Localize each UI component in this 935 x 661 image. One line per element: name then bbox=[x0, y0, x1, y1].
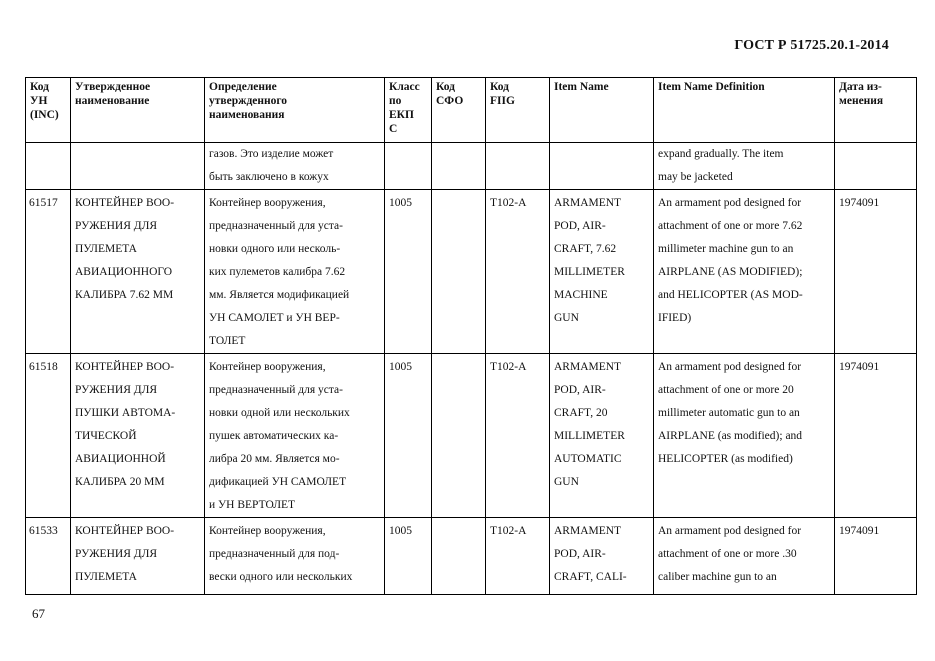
cell-fiig: T102-A bbox=[486, 354, 550, 518]
cell-definition: Контейнер вооружения, предназначенный для под- вески одного или нескольких bbox=[205, 518, 385, 595]
cell-item-name-definition: expand gradually. The item may be jacketed bbox=[654, 143, 835, 190]
cell-sfo bbox=[432, 190, 486, 354]
cell-item-name: ARMAMENT POD, AIR- CRAFT, 7.62 MILLIMETER MACHINE GUN bbox=[550, 190, 654, 354]
col-header-date: Дата из- менения bbox=[835, 78, 917, 143]
table-row bbox=[26, 190, 917, 354]
cell-sfo bbox=[432, 143, 486, 190]
cell-definition: газов. Это изделие может быть заключено в кожух bbox=[205, 143, 385, 190]
cell-code: 61517 bbox=[26, 190, 71, 354]
col-header-approved-name: Утвержденное наименование bbox=[71, 78, 205, 143]
cell-approved-name bbox=[71, 143, 205, 190]
cell-code: 61533 bbox=[26, 518, 71, 595]
cell-date bbox=[835, 143, 917, 190]
cell-item-name-definition: An armament pod designed for attachment of one or more .30 caliber machine gun to an bbox=[654, 518, 835, 595]
cell-date: 1974091 bbox=[835, 518, 917, 595]
cell-sfo bbox=[432, 354, 486, 518]
col-header-item-name-definition: Item Name Definition bbox=[654, 78, 835, 143]
cell-item-name: ARMAMENT POD, AIR- CRAFT, CALI- bbox=[550, 518, 654, 595]
col-header-sfo: Код СФО bbox=[432, 78, 486, 143]
cell-fiig: T102-A bbox=[486, 190, 550, 354]
page-number: 67 bbox=[32, 606, 45, 621]
cell-approved-name: КОНТЕЙНЕР ВОО- РУЖЕНИЯ ДЛЯ ПУШКИ АВТОМА- ТИЧЕСКОЙ АВИАЦИОННОЙ КАЛИБРА 20 ММ bbox=[71, 354, 205, 518]
cell-item-name-definition: An armament pod designed for attachment of one or more 7.62 millimeter machine gun to an AIRPLANE (AS MODIFIED); and HELICOPTER (AS MOD- IFIED) bbox=[654, 190, 835, 354]
cell-sfo bbox=[432, 518, 486, 595]
cell-item-name: ARMAMENT POD, AIR- CRAFT, 20 MILLIMETER AUTOMATIC GUN bbox=[550, 354, 654, 518]
cell-item-name bbox=[550, 143, 654, 190]
col-header-definition: Определение утвержденного наименования bbox=[205, 78, 385, 143]
cell-fiig bbox=[486, 143, 550, 190]
gost-table bbox=[25, 77, 917, 595]
cell-date: 1974091 bbox=[835, 354, 917, 518]
cell-code: 61518 bbox=[26, 354, 71, 518]
cell-date: 1974091 bbox=[835, 190, 917, 354]
cell-item-name-definition: An armament pod designed for attachment of one or more 20 millimeter automatic gun to an AIRPLANE (as modified); and HELICOPTER (as modified) bbox=[654, 354, 835, 518]
col-header-fiig: Код FIIG bbox=[486, 78, 550, 143]
table-header-row bbox=[26, 78, 917, 143]
col-header-item-name: Item Name bbox=[550, 78, 654, 143]
cell-class: 1005 bbox=[385, 190, 432, 354]
cell-definition: Контейнер вооружения, предназначенный для уста- новки одной или нескольких пушек автоматических ка- либра 20 мм. Является мо- дификацией УН САМОЛЕТ и УН ВЕРТОЛЕТ bbox=[205, 354, 385, 518]
cell-fiig: T102-A bbox=[486, 518, 550, 595]
cell-class bbox=[385, 143, 432, 190]
document-header: ГОСТ Р 51725.20.1-2014 bbox=[734, 38, 889, 53]
cell-code bbox=[26, 143, 71, 190]
cell-approved-name: КОНТЕЙНЕР ВОО- РУЖЕНИЯ ДЛЯ ПУЛЕМЕТА АВИАЦИОННОГО КАЛИБРА 7.62 ММ bbox=[71, 190, 205, 354]
table-row bbox=[26, 354, 917, 518]
table-row bbox=[26, 143, 917, 190]
cell-class: 1005 bbox=[385, 518, 432, 595]
col-header-code: Код УН (INC) bbox=[26, 78, 71, 143]
cell-class: 1005 bbox=[385, 354, 432, 518]
table-row bbox=[26, 518, 917, 595]
cell-approved-name: КОНТЕЙНЕР ВОО- РУЖЕНИЯ ДЛЯ ПУЛЕМЕТА bbox=[71, 518, 205, 595]
cell-definition: Контейнер вооружения, предназначенный для уста- новки одного или несколь- ких пулеметов калибра 7.62 мм. Является модификацией УН САМОЛЕТ и УН ВЕР- ТОЛЕТ bbox=[205, 190, 385, 354]
col-header-class: Класс по ЕКП С bbox=[385, 78, 432, 143]
